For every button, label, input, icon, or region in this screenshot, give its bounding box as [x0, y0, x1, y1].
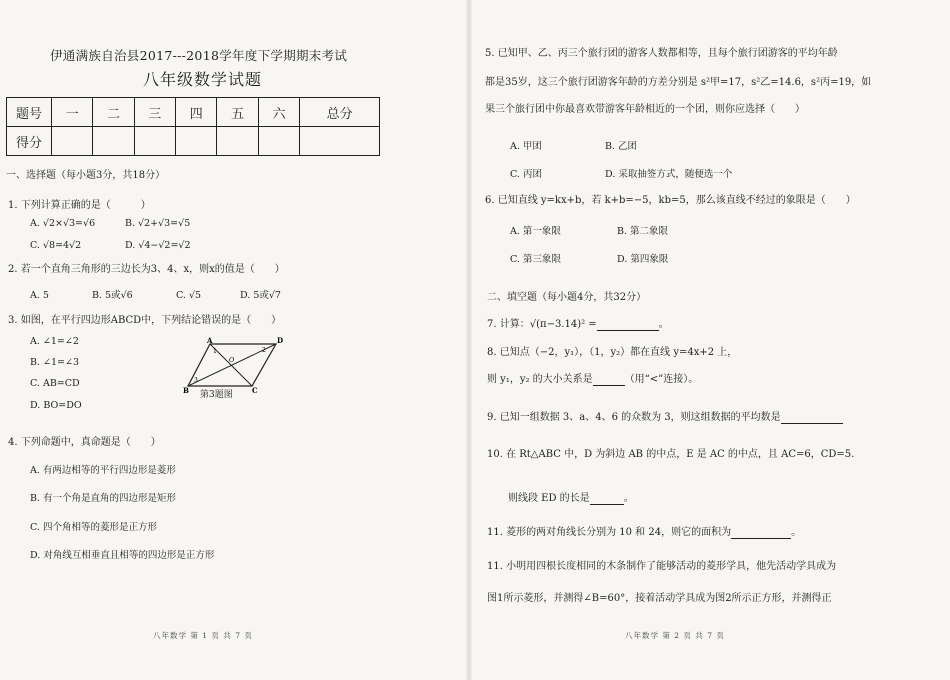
question-9-prefix: 9. 已知一组数据 3、a、4、6 的众数为 3，则这组数据的平均数是 — [487, 412, 781, 423]
score-entry-cell[interactable] — [217, 127, 258, 156]
score-cell: 二 — [93, 98, 134, 127]
vertex-label-a: A — [207, 336, 213, 345]
question-1-stem: 1. 下列计算正确的是（ ） — [8, 200, 151, 211]
question-3-option-c: C. AB=CD — [30, 378, 80, 389]
question-1-option-c: C. √8=4√2 — [30, 240, 82, 251]
question-4-option-a: A. 有两边相等的平行四边形是菱形 — [30, 465, 176, 476]
figure-caption: 第3题图 — [200, 390, 233, 400]
vertex-label-c: C — [252, 386, 258, 395]
question-5-option-d: D. 采取抽签方式，随便选一个 — [605, 169, 733, 180]
question-8-prefix: 则 y₁，y₂ 的大小关系是 — [487, 374, 593, 385]
question-4-option-c: C. 四个角相等的菱形是正方形 — [30, 522, 157, 533]
score-cell: 得分 — [7, 127, 52, 156]
question-9 — [487, 412, 843, 424]
question-6-stem: 6. 已知直线 y=kx+b，若 k+b=−5，kb=5，那么该直线不经过的象限是（ ） — [485, 195, 856, 206]
question-2-stem: 2. 若一个直角三角形的三边长为3、4、x，则x的值是（ ） — [8, 264, 285, 275]
score-table-score-row — [7, 127, 380, 156]
question-11-area-prefix: 11. 菱形的两对角线长分别为 10 和 24，则它的面积为 — [487, 527, 732, 538]
score-entry-cell[interactable] — [258, 127, 299, 156]
score-entry-cell[interactable] — [134, 127, 175, 156]
score-cell: 三 — [134, 98, 175, 127]
score-entry-cell[interactable] — [93, 127, 134, 156]
question-7-answer-blank[interactable] — [597, 330, 659, 331]
question-5-option-c: C. 丙团 — [510, 169, 542, 180]
right-page — [470, 0, 950, 680]
question-5-option-b: B. 乙团 — [605, 141, 638, 152]
question-3-option-d: D. BO=DO — [30, 400, 82, 411]
section-fill-heading: 二、填空题（每小题4分，共32分） — [487, 292, 647, 303]
question-9-answer-blank[interactable] — [781, 423, 843, 424]
question-8-suffix: （用“<”连接）。 — [624, 374, 699, 385]
question-10-suffix: 。 — [623, 493, 634, 504]
question-5-line-2: 都是35岁，这三个旅行团游客年龄的方差分别是 s²甲=17，s²乙=14.6，s²丙=19，如 — [485, 77, 872, 88]
score-table-header-row — [7, 98, 380, 127]
exam-subtitle: 八年级数学试题 — [143, 70, 263, 89]
question-6-option-a: A. 第一象限 — [510, 226, 561, 237]
page-footer-right: 八年数学 第 2 页 共 7 页 — [625, 631, 725, 640]
question-8-answer-blank[interactable] — [593, 385, 625, 386]
question-2-option-b: B. 5或√6 — [92, 290, 133, 301]
question-4-stem: 4. 下列命题中，真命题是（ ） — [8, 437, 161, 448]
question-10-line-2 — [508, 493, 634, 505]
question-1-option-b: B. √2+√3=√5 — [125, 218, 191, 229]
question-2-option-d: D. 5或√7 — [240, 290, 281, 301]
question-3-option-a: A. ∠1=∠2 — [30, 336, 79, 347]
vertex-label-b: B — [183, 386, 189, 395]
score-cell: 六 — [258, 98, 299, 127]
question-11-area — [487, 527, 801, 539]
question-11-area-answer-blank[interactable] — [731, 538, 791, 539]
question-10-prefix: 则线段 ED 的长是 — [508, 493, 590, 504]
score-table — [6, 97, 380, 156]
vertex-label-d: D — [277, 336, 284, 345]
question-5-line-1: 5. 已知甲、乙、丙三个旅行团的游客人数都相等，且每个旅行团游客的平均年龄 — [485, 48, 838, 59]
question-6-option-b: B. 第二象限 — [617, 226, 669, 237]
question-5-line-3: 果三个旅行团中你最喜欢带游客年龄相近的一个团，则你应选择（ ） — [485, 104, 805, 115]
score-cell: 总分 — [300, 98, 380, 127]
question-1-option-a: A. √2×√3=√6 — [30, 218, 96, 229]
angle-label-3: 3 — [194, 377, 198, 384]
question-11-tool-line-2: 图1所示菱形，并测得∠B=60°，接着活动学具成为图2所示正方形，并测得正 — [487, 593, 832, 604]
question-10-answer-blank[interactable] — [590, 504, 624, 505]
question-11-tool-line-1: 11. 小明用四根长度相同的木条制作了能够活动的菱形学具，他先活动学具成为 — [487, 561, 837, 572]
question-7-suffix: 。 — [658, 319, 669, 330]
question-1-option-d: D. √4−√2=√2 — [125, 240, 191, 251]
question-8-line-2 — [487, 374, 698, 386]
score-entry-cell[interactable] — [176, 127, 217, 156]
question-6-option-c: C. 第三象限 — [510, 254, 561, 265]
question-5-option-a: A. 甲团 — [510, 141, 542, 152]
question-3-stem: 3. 如图，在平行四边形ABCD中，下列结论错误的是（ ） — [8, 315, 282, 326]
question-4-option-d: D. 对角线互相垂直且相等的四边形是正方形 — [30, 550, 215, 561]
exam-title: 伊通满族自治县2017---2018学年度下学期期末考试 — [50, 48, 348, 63]
question-7-prefix: 7. 计算：√(π−3.14)² = — [487, 319, 597, 330]
angle-label-2: 2 — [262, 347, 266, 354]
score-cell: 一 — [52, 98, 93, 127]
question-11-area-suffix: 。 — [791, 527, 802, 538]
score-entry-cell[interactable] — [52, 127, 93, 156]
page-footer-left: 八年数学 第 1 页 共 7 页 — [153, 631, 253, 640]
center-label-o: O — [229, 356, 235, 364]
score-cell: 题号 — [7, 98, 52, 127]
question-2-option-a: A. 5 — [30, 290, 49, 301]
question-7 — [487, 319, 669, 331]
score-cell: 四 — [176, 98, 217, 127]
question-6-option-d: D. 第四象限 — [617, 254, 669, 265]
angle-label-1: 1 — [213, 348, 217, 355]
left-page — [0, 0, 470, 680]
score-entry-cell[interactable] — [300, 127, 380, 156]
question-3-option-b: B. ∠1=∠3 — [30, 357, 79, 368]
question-4-option-b: B. 有一个角是直角的四边形是矩形 — [30, 493, 177, 504]
section-choice-heading: 一、选择题（每小题3分，共18分） — [6, 170, 166, 181]
question-8-line-1: 8. 已知点（−2，y₁），（1，y₂）都在直线 y=4x+2 上， — [487, 347, 738, 358]
question-10-line-1: 10. 在 Rt△ABC 中，D 为斜边 AB 的中点，E 是 AC 的中点，且 AC=6，CD=5. — [487, 449, 855, 460]
question-2-option-c: C. √5 — [176, 290, 202, 301]
score-cell: 五 — [217, 98, 258, 127]
